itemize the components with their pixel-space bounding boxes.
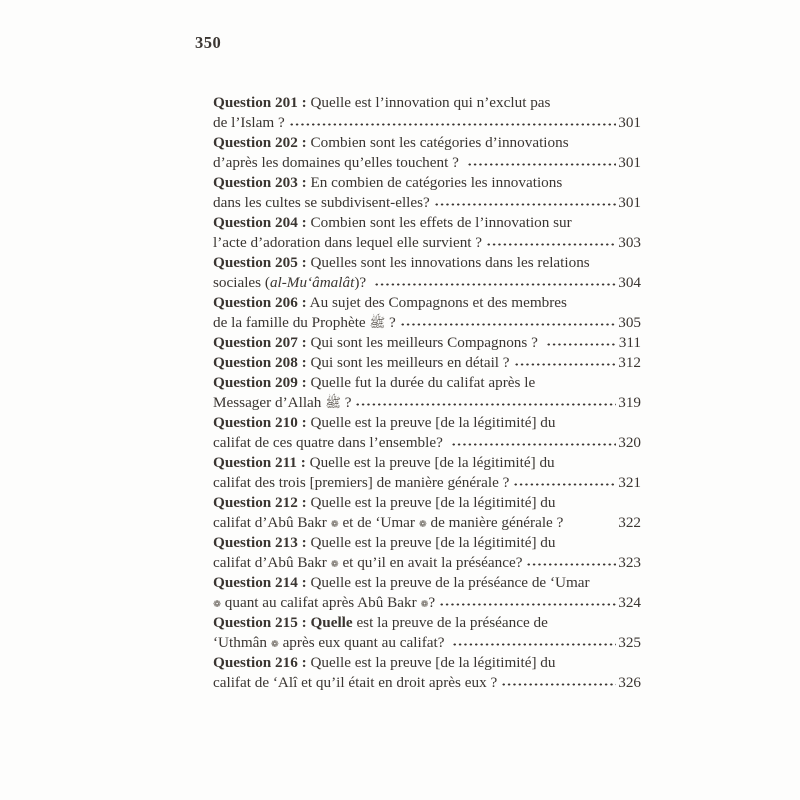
toc-text: est la preuve de la préséance de [352, 614, 548, 631]
dot-leader [513, 353, 617, 367]
prophet-honorific-icon: ﷺ [369, 316, 386, 331]
dot-leader [451, 633, 616, 647]
toc-text: ‘Uthmân [213, 634, 271, 651]
toc-page-ref: 326 [618, 674, 641, 691]
toc-entry-label: Question 202 : [213, 134, 307, 151]
toc-line [213, 293, 641, 313]
toc-page-ref: 303 [618, 234, 641, 251]
dot-leader [466, 153, 617, 167]
toc-line [213, 613, 641, 633]
toc-line [213, 633, 641, 653]
toc-text: Combien sont les effets de l’innovation sur [306, 214, 572, 231]
toc-line [213, 173, 641, 193]
toc-text: califat des trois [premiers] de manière générale ? [213, 474, 510, 491]
toc-text-italic: al-Mu‘âmalât [269, 274, 355, 291]
dot-leader [354, 393, 616, 407]
toc-text: de la famille du Prophète [213, 314, 370, 331]
toc-entry-label: Question 212 : [213, 494, 307, 511]
toc-line [213, 373, 641, 393]
toc-text: quant au califat après Abû Bakr [220, 594, 421, 611]
toc-entry-label: Question 214 : [213, 574, 307, 591]
toc-line [213, 593, 641, 613]
toc-entry-label: Question 207 : [213, 334, 307, 351]
toc-text: En combien de catégories les innovations [306, 174, 563, 191]
toc-text: Qui sont les meilleurs en détail ? [306, 354, 510, 371]
toc-text: califat d’Abû Bakr [213, 554, 331, 571]
toc-entry-label: Question 206 : [213, 294, 307, 311]
toc-line [213, 353, 641, 373]
toc-line [213, 133, 641, 153]
toc-entry-label: Question 213 : [213, 534, 307, 551]
toc-line [213, 233, 641, 253]
toc-page-ref: 301 [618, 154, 641, 171]
dot-leader [373, 273, 616, 287]
toc-entry-label: Question 209 : [213, 374, 307, 391]
toc-page-ref: 324 [618, 594, 641, 611]
toc-text: l’acte d’adoration dans lequel elle survient ? [213, 234, 483, 251]
dot-leader [399, 313, 616, 327]
toc-entry-label: Question 210 : [213, 414, 307, 431]
toc-text: Quelle est la preuve [de la légitimité] du [306, 654, 556, 671]
toc-entry-label: Question 205 : [213, 254, 307, 271]
table-of-contents [213, 93, 641, 693]
dot-leader [512, 473, 616, 487]
companion-honorific-icon: ❁ [330, 519, 339, 530]
toc-line [213, 113, 641, 133]
toc-line [213, 273, 641, 293]
toc-page-ref: 301 [618, 194, 641, 211]
toc-line [213, 573, 641, 593]
toc-page-ref: 319 [618, 394, 641, 411]
toc-line [213, 333, 641, 353]
toc-line [213, 553, 641, 573]
toc-line [213, 93, 641, 113]
toc-line [213, 433, 641, 453]
toc-text: Quelle est la preuve [de la légitimité] du [306, 494, 556, 511]
toc-text: califat d’Abû Bakr [213, 514, 331, 531]
companion-honorific-icon: ❁ [420, 599, 429, 610]
toc-text: et qu’il en avait la préséance? [338, 554, 523, 571]
toc-line [213, 473, 641, 493]
toc-page-ref: 311 [618, 334, 641, 351]
toc-entry-label: Question 201 : [213, 94, 307, 111]
toc-text: dans les cultes se subdivisent-elles? [213, 194, 430, 211]
toc-line [213, 393, 641, 413]
toc-text: Quelle est la preuve [de la légitimité] du [306, 534, 556, 551]
dot-leader [288, 113, 617, 127]
toc-text: ? [385, 314, 396, 331]
toc-page-ref: 305 [618, 314, 641, 331]
toc-text: après eux quant au califat? [278, 634, 449, 651]
toc-entry-label: Question 216 : [213, 654, 307, 671]
toc-text: Quelle est la preuve [de la légitimité] du [305, 454, 555, 471]
toc-entry-label: Question 215 : Quelle [213, 614, 353, 631]
toc-entry-label: Question 208 : [213, 354, 307, 371]
dot-leader [500, 673, 616, 687]
toc-text: Quelle est la preuve [de la légitimité] du [306, 414, 556, 431]
dot-leader [545, 333, 617, 347]
toc-line [213, 453, 641, 473]
toc-page-ref: 320 [618, 434, 641, 451]
toc-entry-label: Question 211 : [213, 454, 306, 471]
toc-text: califat de ‘Alî et qu’il était en droit après eux ? [213, 674, 498, 691]
dot-leader [570, 513, 616, 527]
toc-page-ref: 323 [618, 554, 641, 571]
toc-text: d’après les domaines qu’elles touchent ? [213, 154, 463, 171]
toc-entry-label: Question 204 : [213, 214, 307, 231]
toc-page-ref: 321 [618, 474, 641, 491]
companion-honorific-icon: ❁ [270, 639, 279, 650]
toc-page-ref: 312 [618, 354, 641, 371]
toc-text: ? [340, 394, 352, 411]
toc-text: Messager d’Allah [213, 394, 326, 411]
toc-line [213, 673, 641, 693]
toc-text: de manière générale ? [426, 514, 568, 531]
toc-text: Quelle est la preuve de la préséance de ‘Umar [306, 574, 590, 591]
dot-leader [485, 233, 616, 247]
toc-page-ref: 325 [618, 634, 641, 651]
dot-leader [438, 593, 616, 607]
toc-text: de l’Islam ? [213, 114, 285, 131]
toc-line [213, 513, 641, 533]
toc-line [213, 313, 641, 333]
toc-line [213, 153, 641, 173]
toc-page-ref: 304 [618, 274, 641, 291]
companion-honorific-icon: ❁ [418, 519, 427, 530]
dot-leader [450, 433, 617, 447]
companion-honorific-icon: ❁ [330, 559, 339, 570]
companion-honorific-icon: ❁ [213, 599, 221, 610]
toc-text: et de ‘Umar [338, 514, 419, 531]
toc-text: Quelle fut la durée du califat après le [306, 374, 536, 391]
prophet-honorific-icon: ﷺ [325, 396, 341, 411]
toc-text: Quelle est l’innovation qui n’exclut pas [306, 94, 551, 111]
toc-page-ref: 301 [618, 114, 641, 131]
toc-text: Qui sont les meilleurs Compagnons ? [306, 334, 542, 351]
page-number: 350 [195, 33, 222, 52]
toc-text: Au sujet des Compagnons et des membres [306, 294, 567, 311]
toc-page-ref: 322 [618, 514, 641, 531]
toc-text: califat de ces quatre dans l’ensemble? [213, 434, 447, 451]
toc-text: Quelles sont les innovations dans les relations [306, 254, 590, 271]
toc-text: sociales ( [213, 274, 270, 291]
toc-line [213, 493, 641, 513]
toc-line [213, 413, 641, 433]
toc-line [213, 653, 641, 673]
toc-entry-label: Question 203 : [213, 174, 307, 191]
dot-leader [525, 553, 616, 567]
toc-text: Combien sont les catégories d’innovations [306, 134, 569, 151]
dot-leader [433, 193, 616, 207]
toc-line [213, 253, 641, 273]
toc-text: )? [354, 274, 370, 291]
toc-text: ? [428, 594, 436, 611]
toc-line [213, 193, 641, 213]
toc-line [213, 533, 641, 553]
toc-line [213, 213, 641, 233]
